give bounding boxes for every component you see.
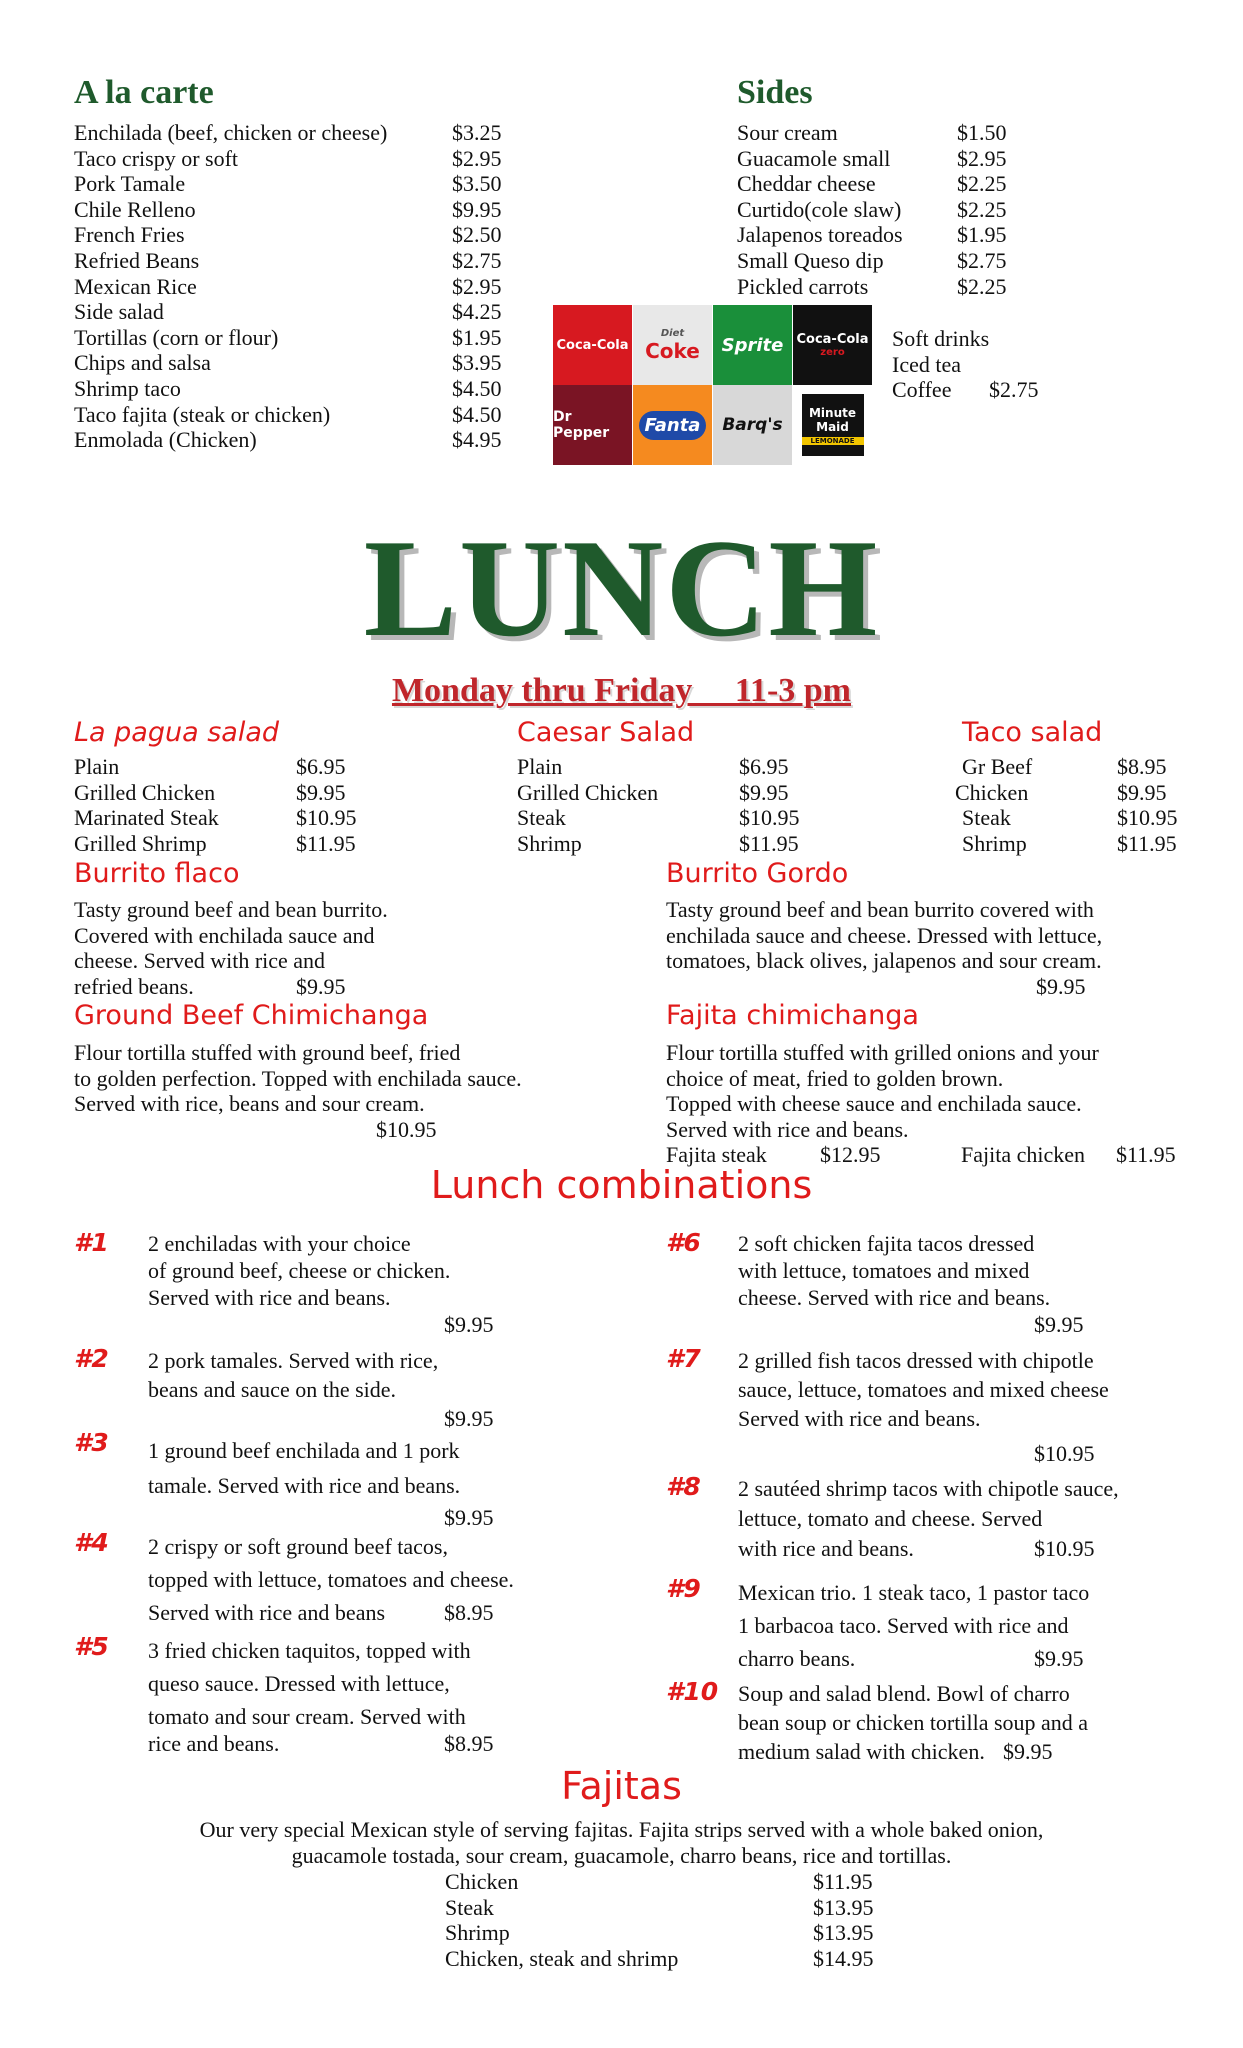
- sides-list: [737, 120, 1067, 299]
- combo-number: #3: [74, 1428, 109, 1457]
- fajitas-list: [445, 1869, 874, 1971]
- combo-1-price: $9.95: [444, 1312, 494, 1337]
- combo-4-desc: 2 crispy or soft ground beef tacos, topped with lettuce, tomatoes and cheese. Served with rice and beans $8.95: [148, 1534, 514, 1625]
- list-item: Sour cream $1.50: [737, 120, 1007, 145]
- combo-10-desc: Soup and salad blend. Bowl of charro bean soup or chicken tortilla soup and a medium salad with chicken. $9.95: [738, 1681, 1089, 1764]
- list-item: Cheddar cheese $2.25: [737, 171, 1007, 197]
- combo-4-price: $8.95: [444, 1600, 494, 1625]
- list-item: Shrimp $11.95: [517, 830, 799, 856]
- list-item: Steak $10.95: [962, 805, 1178, 831]
- minute-maid-logo: Minute Maid LEMONADE: [793, 385, 872, 465]
- list-item: Gr Beef $8.95: [962, 754, 1167, 779]
- combo-number: #10: [666, 1677, 719, 1706]
- fajita-chicken-price: $11.95: [1116, 1142, 1176, 1168]
- list-item: Shrimp $13.95: [445, 1920, 874, 1946]
- list-item: Iced tea: [892, 351, 961, 377]
- combo-7-price: $10.95: [1034, 1441, 1095, 1466]
- drinks-price: $2.75: [989, 377, 1039, 403]
- list-item: Chicken $11.95: [445, 1869, 873, 1894]
- combo-number: #8: [666, 1472, 701, 1501]
- list-item: Shrimp taco $4.50: [74, 375, 502, 401]
- list-item: Enchilada (beef, chicken or cheese) $3.25: [74, 120, 502, 145]
- list-item: Curtido(cole slaw) $2.25: [737, 196, 1007, 222]
- list-item: French Fries $2.50: [74, 222, 502, 248]
- coke-zero-logo: Coca-Cola zero: [793, 305, 872, 385]
- combo-6-desc: 2 soft chicken fajita tacos dressed with lettuce, tomatoes and mixed cheese. Served with rice and beans. $9.95: [738, 1231, 1084, 1337]
- list-item: Jalapenos toreados $1.95: [737, 222, 1007, 248]
- list-item: Small Queso dip $2.75: [737, 247, 1007, 273]
- list-item: Coffee $2.75: [892, 377, 1039, 403]
- combo-5-price: $8.95: [444, 1731, 494, 1756]
- lunch-title: LUNCH: [363, 511, 880, 666]
- list-item: Mexican Rice $2.95: [74, 273, 502, 299]
- combo-number: #1: [74, 1228, 109, 1257]
- lunch-schedule: Monday thru Friday 11-3 pm: [391, 672, 852, 709]
- taco-salad-title: Taco salad: [962, 717, 1103, 748]
- a-la-carte-list: [74, 120, 544, 453]
- burrito-gordo-title: Burrito Gordo: [666, 858, 849, 889]
- combo-number: #5: [74, 1632, 109, 1661]
- combo-9-desc: Mexican trio. 1 steak taco, 1 pastor taco 1 barbacoa taco. Served with rice and charro beans. $9.95: [738, 1580, 1090, 1671]
- combo-2-desc: 2 pork tamales. Served with rice, beans and sauce on the side. $9.95: [148, 1348, 494, 1431]
- burrito-flaco-title: Burrito flaco: [74, 858, 240, 889]
- combo-8-price: $10.95: [1034, 1536, 1095, 1561]
- list-item: Enmolada (Chicken) $4.95: [74, 427, 502, 453]
- drink-logos: [553, 305, 875, 465]
- list-item: Side salad $4.25: [74, 299, 502, 325]
- list-item: Steak $10.95: [517, 805, 800, 831]
- combo-9-price: $9.95: [1034, 1646, 1084, 1671]
- fajitas-title: Fajitas: [561, 1764, 682, 1808]
- combo-number: #4: [74, 1528, 109, 1557]
- list-item: Tortillas (corn or flour) $1.95: [74, 324, 502, 350]
- combo-number: #2: [74, 1344, 109, 1373]
- combo-10-price: $9.95: [1003, 1739, 1053, 1764]
- fanta-logo: Fanta: [633, 385, 712, 465]
- ground-beef-chimichanga-price: $10.95: [376, 1116, 437, 1142]
- combo-5-desc: 3 fried chicken taquitos, topped with queso sauce. Dressed with lettuce, tomato and sour cream. Served with rice and beans. $8.95: [148, 1638, 494, 1756]
- taco-salad-list: [955, 754, 1178, 856]
- burrito-flaco-desc: Tasty ground beef and bean burrito. Covered with enchilada sauce and cheese. Served with rice and refried beans. $9.95: [74, 897, 388, 999]
- caesar-salad-title: Caesar Salad: [517, 717, 695, 748]
- combo-2-price: $9.95: [444, 1406, 494, 1431]
- combo-3-desc: 1 ground beef enchilada and 1 pork tamale. Served with rice and beans. $9.95: [148, 1433, 494, 1533]
- list-item: Pork Tamale $3.50: [74, 171, 502, 197]
- combo-7-desc: 2 grilled fish tacos dressed with chipotle sauce, lettuce, tomatoes and mixed cheese Served with rice and beans. $10.95: [738, 1348, 1109, 1466]
- list-item: Grilled Chicken $9.95: [517, 779, 789, 805]
- burrito-gordo-price: $9.95: [1036, 973, 1086, 999]
- combo-number: #9: [666, 1574, 701, 1603]
- list-item: Taco fajita (steak or chicken) $4.50: [74, 401, 502, 427]
- list-item: Grilled Shrimp $11.95: [74, 830, 356, 856]
- list-item: Steak $13.95: [445, 1894, 874, 1920]
- burrito-flaco-price: $9.95: [296, 973, 346, 999]
- barqs-logo: Barq's: [713, 385, 792, 465]
- list-item: Chicken, steak and shrimp $14.95: [445, 1945, 874, 1971]
- list-item: Marinated Steak $10.95: [74, 805, 357, 831]
- fajita-steak-label: Fajita steak: [666, 1142, 767, 1168]
- list-item: Chicken $9.95: [955, 779, 1167, 805]
- list-item: Shrimp $11.95: [962, 830, 1177, 856]
- coca-cola-logo: Coca-Cola: [553, 305, 632, 385]
- dr-pepper-logo: Dr Pepper: [553, 385, 632, 465]
- a-la-carte-title: A la carte: [74, 74, 214, 111]
- list-item: Pickled carrots $2.25: [737, 273, 1007, 299]
- combo-1-desc: 2 enchiladas with your choice of ground beef, cheese or chicken. Served with rice and beans. $9.95: [148, 1231, 494, 1337]
- combo-3-price: $9.95: [444, 1505, 494, 1530]
- diet-coke-logo: Diet Coke: [633, 305, 712, 385]
- fajitas-desc: Our very special Mexican style of serving fajitas. Fajita strips served with a whole baked onion, guacamole tostada, sour cream, guacamole, charro beans, rice and tortillas.: [199, 1817, 1044, 1868]
- list-item: Plain $6.95: [517, 754, 789, 779]
- combo-8-desc: 2 sautéed shrimp tacos with chipotle sauce, lettuce, tomato and cheese. Served with rice and beans. $10.95: [738, 1476, 1119, 1561]
- drinks-list: [892, 326, 1039, 403]
- list-item: Plain $6.95: [74, 754, 346, 779]
- ground-beef-chimichanga-title: Ground Beef Chimichanga: [74, 1000, 429, 1031]
- burrito-gordo-desc: Tasty ground beef and bean burrito covered with enchilada sauce and cheese. Dressed with lettuce, tomatoes, black olives, jalapenos and sour cream. $9.95: [666, 897, 1103, 999]
- fajita-chimichanga-title: Fajita chimichanga: [666, 1000, 919, 1031]
- lunch-combinations-title: Lunch combinations: [430, 1163, 813, 1207]
- fajita-steak-price: $12.95: [820, 1142, 881, 1168]
- fajita-chimichanga-desc: Flour tortilla stuffed with grilled onions and your choice of meat, fried to golden brown. Topped with cheese sauce and enchilada sauce. Served with rice and beans. Fajita steak $12.95 Fajita chicken $11.95: [666, 1040, 1176, 1168]
- la-pagua-salad-title: La pagua salad: [74, 717, 280, 748]
- fajita-chicken-label: Fajita chicken: [961, 1142, 1086, 1168]
- list-item: Refried Beans $2.75: [74, 247, 502, 273]
- list-item: Taco crispy or soft $2.95: [74, 145, 502, 171]
- list-item: Soft drinks: [892, 326, 990, 351]
- list-item: Grilled Chicken $9.95: [74, 779, 346, 805]
- combo-6-price: $9.95: [1034, 1312, 1084, 1337]
- caesar-salad-list: [517, 754, 800, 856]
- sprite-logo: Sprite: [713, 305, 792, 385]
- list-item: Guacamole small $2.95: [737, 145, 1007, 171]
- combo-number: #7: [666, 1344, 701, 1373]
- list-item: Chile Relleno $9.95: [74, 196, 502, 222]
- combo-number: #6: [666, 1228, 701, 1257]
- ground-beef-chimichanga-desc: Flour tortilla stuffed with ground beef, fried to golden perfection. Topped with enchilada sauce. Served with rice, beans and sour cream. $10.95: [74, 1040, 522, 1142]
- sides-title: Sides: [737, 74, 813, 111]
- la-pagua-salad-list: [74, 754, 357, 856]
- list-item: Chips and salsa $3.95: [74, 350, 502, 376]
